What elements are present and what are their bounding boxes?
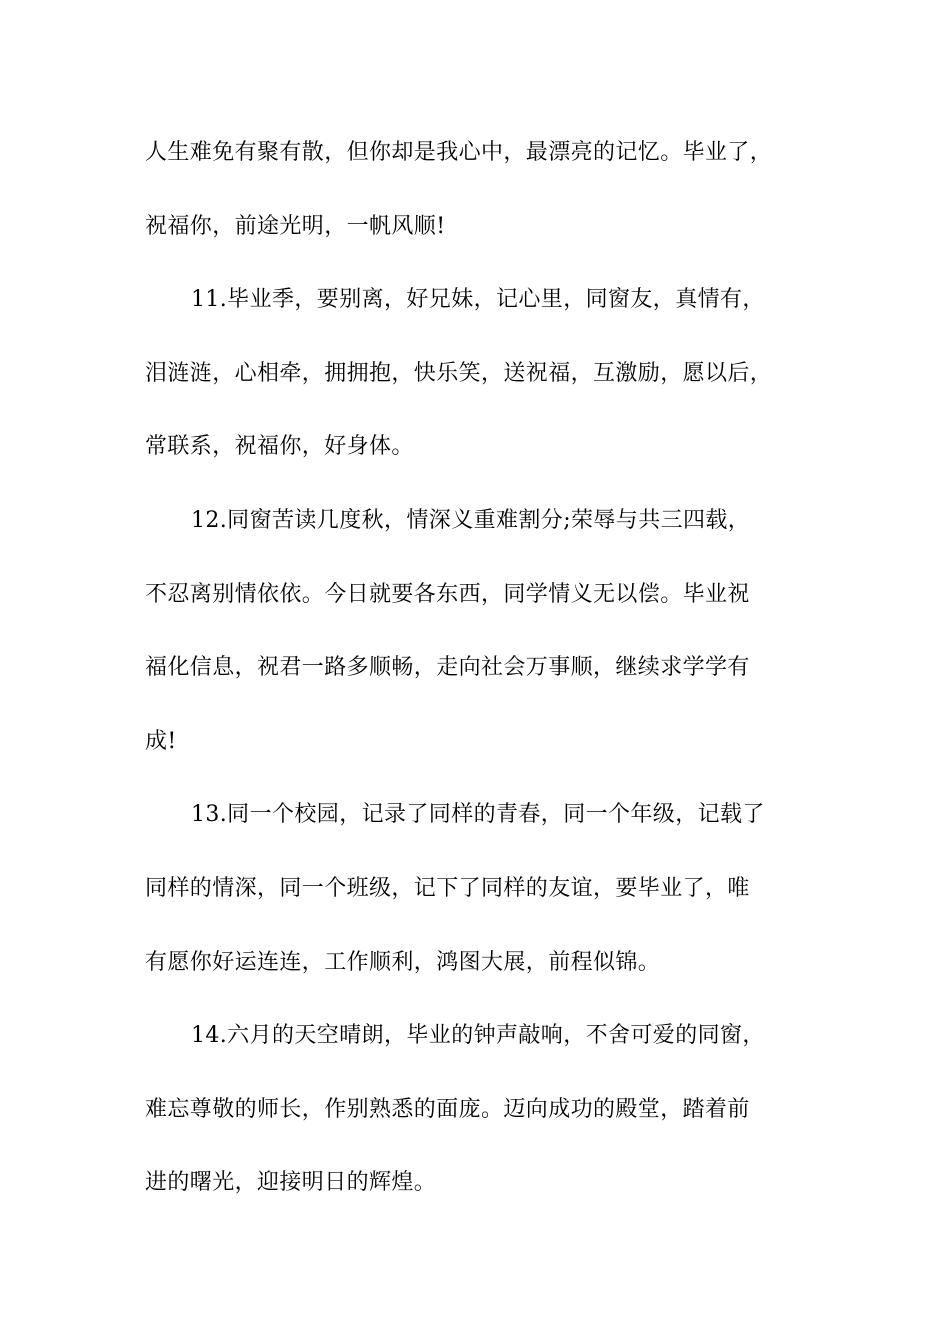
text-line-item-12: 12.同窗苦读几度秋，情深义重难割分;荣辱与共三四载，: [191, 507, 751, 533]
text-line-item-13: 13.同一个校园，记录了同样的青春，同一个年级，记载了: [191, 802, 765, 828]
text-line: 进的曙光，迎接明日的辉煌。: [145, 1170, 437, 1196]
text-line: 泪涟涟，心相牵，拥拥抱，快乐笑，送祝福，互激励，愿以后，: [145, 360, 773, 386]
text-line: 祝福你，前途光明，一帆风顺!: [145, 213, 446, 239]
text-line: 同样的情深，同一个班级，记下了同样的友谊，要毕业了，唯: [145, 875, 750, 901]
text-line-item-11: 11.毕业季，要别离，好兄妹，记心里，同窗友，真情有，: [191, 287, 765, 313]
text-line: 福化信息，祝君一路多顺畅，走向社会万事顺，继续求学学有: [145, 655, 750, 681]
text-line: 人生难免有聚有散，但你却是我心中，最漂亮的记忆。毕业了，: [145, 140, 773, 165]
text-line: 常联系，祝福你，好身体。: [145, 434, 414, 460]
text-line: 难忘尊敬的师长，作别熟悉的面庞。迈向成功的殿堂，踏着前: [145, 1096, 750, 1122]
document-body: [145, 116, 825, 1220]
text-line: 成!: [145, 728, 177, 754]
text-line: 有愿你好运连连，工作顺利，鸿图大展，前程似锦。: [145, 949, 661, 975]
text-line-item-14: 14.六月的天空晴朗，毕业的钟声敲响，不舍可爱的同窗，: [191, 1023, 765, 1049]
text-line: 不忍离别情依依。今日就要各东西，同学情义无以偿。毕业祝: [145, 581, 750, 607]
